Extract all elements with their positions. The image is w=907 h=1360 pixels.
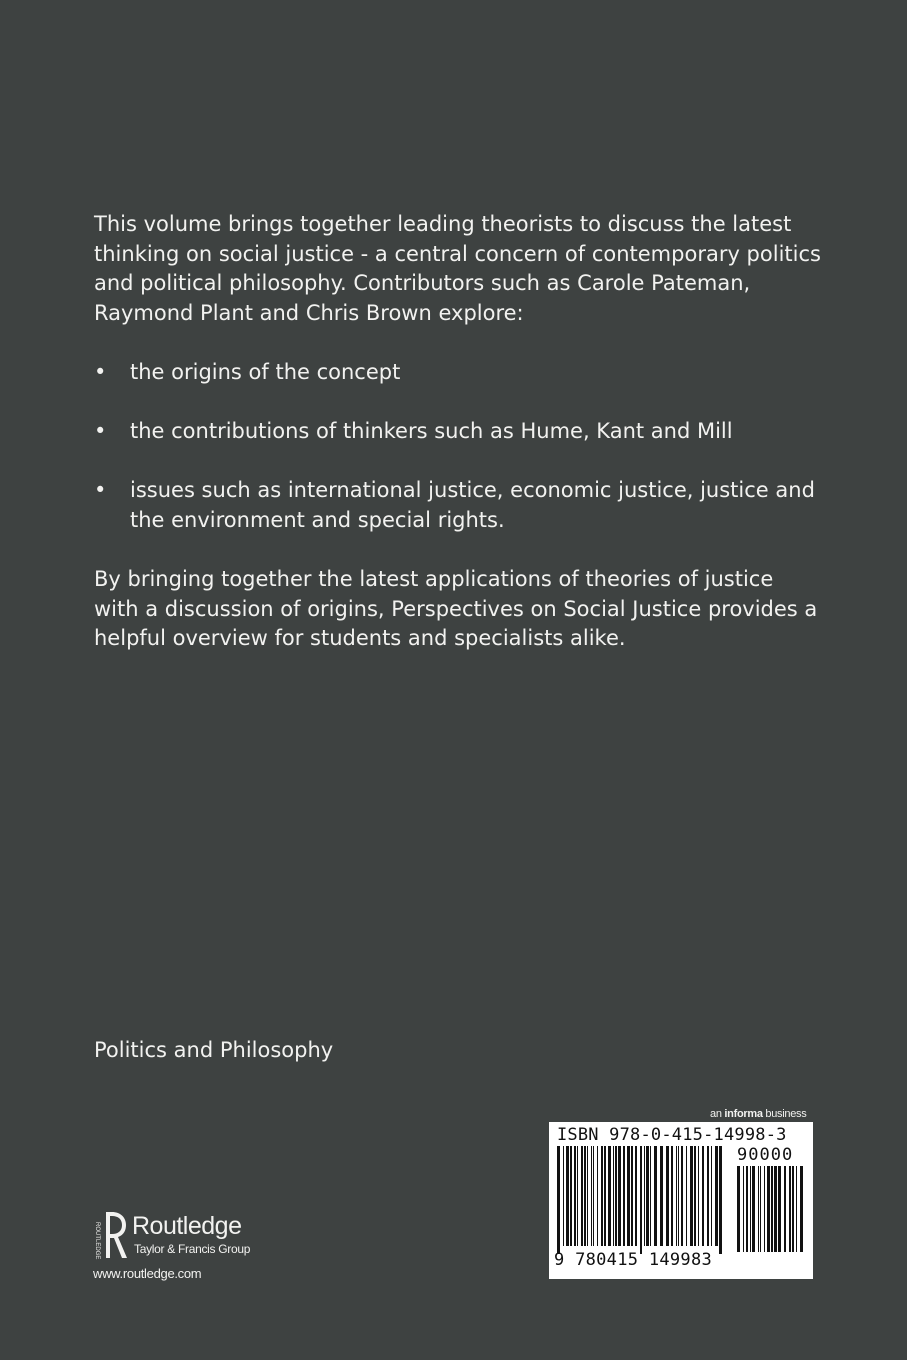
ean-barcode-bars: [551, 1146, 725, 1254]
barcode-bar: [796, 1166, 797, 1252]
informa-suffix: business: [765, 1108, 807, 1120]
barcode-bar: [698, 1146, 699, 1246]
isbn-barcode: [549, 1122, 813, 1279]
publisher-website[interactable]: www.routledge.com: [93, 1266, 202, 1281]
barcode-bar: [774, 1166, 777, 1252]
barcode-bar: [584, 1146, 586, 1246]
routledge-logo: [92, 1210, 292, 1260]
barcode-bar: [557, 1146, 560, 1254]
publisher-group: Taylor & Francis Group: [134, 1242, 251, 1256]
barcode-bar: [666, 1146, 669, 1246]
bullet-icon: •: [94, 360, 107, 384]
barcode-bar: [660, 1146, 663, 1246]
barcode-bar: [640, 1146, 642, 1254]
barcode-bar: [743, 1166, 744, 1252]
price-code: 90000: [737, 1145, 794, 1165]
barcode-bar: [690, 1146, 693, 1246]
blurb-intro: This volume brings together leading theorists to discuss the latest thinking on social justice - a central concern of contemporary politics and political philosophy. Contributors such as Carole Pateman, Raymond Plant and Chris Brown explore:: [94, 212, 821, 325]
barcode-bar: [758, 1166, 759, 1252]
informa-brand: informa: [724, 1108, 763, 1120]
barcode-bar: [767, 1166, 770, 1252]
barcode-bar: [627, 1146, 630, 1246]
barcode-bar: [654, 1146, 657, 1246]
barcode-bar: [593, 1146, 594, 1246]
barcode-bar: [678, 1146, 679, 1246]
barcode-bar: [760, 1166, 761, 1252]
barcode-bar: [635, 1146, 637, 1246]
barcode-bar: [789, 1166, 791, 1252]
barcode-bar: [601, 1146, 603, 1246]
barcode-bar: [676, 1146, 677, 1246]
barcode-bar: [784, 1166, 786, 1252]
topic-item: [94, 358, 824, 388]
barcode-bar: [737, 1166, 740, 1252]
barcode-bar: [631, 1146, 633, 1246]
barcode-bar: [615, 1146, 617, 1246]
barcode-bar: [618, 1146, 621, 1246]
barcode-bar: [650, 1146, 651, 1246]
barcode-bar: [608, 1146, 611, 1246]
barcode-bar: [570, 1146, 572, 1246]
bullet-icon: •: [94, 478, 107, 502]
barcode-bar: [577, 1146, 578, 1246]
barcode-bar: [752, 1166, 755, 1252]
topic-text: issues such as international justice, economic justice, justice and the environment and special rights.: [130, 478, 815, 532]
barcode-bar: [771, 1166, 773, 1252]
bullet-icon: •: [94, 419, 107, 443]
topic-item: [94, 417, 824, 447]
barcode-bar: [574, 1146, 576, 1246]
barcode-bar: [591, 1146, 592, 1246]
barcode-bar: [694, 1146, 696, 1246]
topic-text: the origins of the concept: [130, 360, 401, 384]
barcode-bar: [750, 1166, 751, 1252]
barcode-bar: [746, 1166, 748, 1252]
barcode-bar: [764, 1166, 765, 1252]
topic-list: [94, 358, 824, 535]
topic-text: the contributions of thinkers such as Hume, Kant and Mill: [130, 419, 733, 443]
barcode-bar: [719, 1146, 722, 1254]
addon-barcode-bars: [731, 1166, 809, 1274]
ean-number: 9 780415 149983: [554, 1250, 713, 1270]
barcode-bar: [707, 1146, 709, 1246]
barcode-bar: [563, 1146, 564, 1246]
barcode-bar: [686, 1146, 687, 1246]
barcode-bar: [587, 1146, 588, 1246]
svg-text:ROUTLEDGE: ROUTLEDGE: [94, 1222, 100, 1260]
barcode-bar: [681, 1146, 683, 1246]
barcode-bar: [671, 1146, 673, 1246]
informa-business-tag: [710, 1108, 806, 1120]
barcode-bar: [597, 1146, 598, 1246]
barcode-bar: [792, 1166, 794, 1252]
barcode-bar: [581, 1146, 583, 1246]
back-cover-blurb: [94, 210, 824, 654]
barcode-bar: [566, 1146, 569, 1246]
subject-category: Politics and Philosophy: [94, 1038, 334, 1062]
barcode-bar: [711, 1146, 712, 1246]
barcode-bar: [604, 1146, 606, 1246]
barcode-bar: [613, 1146, 614, 1246]
informa-prefix: an: [710, 1108, 722, 1120]
isbn-number: ISBN 978-0-415-14998-3: [557, 1125, 787, 1145]
barcode-bar: [702, 1146, 704, 1246]
barcode-bar: [623, 1146, 625, 1246]
barcode-bar: [646, 1146, 649, 1246]
barcode-bar: [778, 1166, 781, 1252]
barcode-bar: [800, 1166, 803, 1252]
barcode-bar: [715, 1146, 718, 1246]
routledge-r-icon: [92, 1210, 128, 1260]
topic-item: [94, 476, 824, 535]
barcode-bar: [644, 1146, 645, 1246]
blurb-conclusion: By bringing together the latest applications of theories of justice with a discussion of origins, Perspectives on Social Justice provides a helpful overview for students and specialists alike.: [94, 567, 818, 650]
publisher-name: Routledge: [132, 1212, 242, 1240]
